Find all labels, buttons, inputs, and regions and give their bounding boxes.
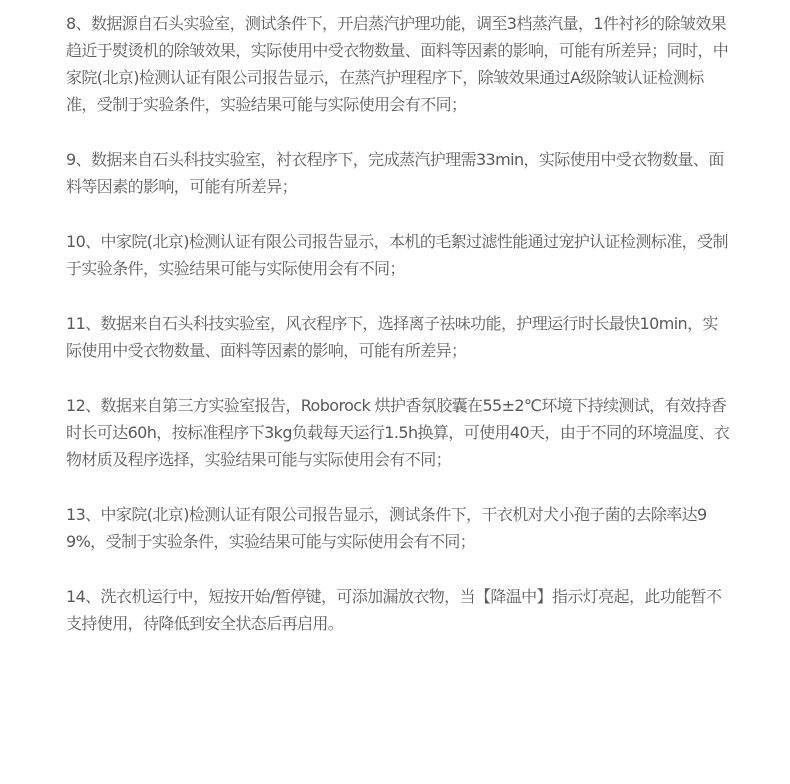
footnote-13-text: 13、中家院(北京)检测认证有限公司报告显示，测试条件下，干衣机对犬小孢子菌的去除率达99%，受制于实验条件，实验结果可能与实际使用会有不同； <box>66 505 707 551</box>
footnote-11 <box>66 310 730 364</box>
footnote-9-text: 9、数据来自石头科技实验室，衬衣程序下，完成蒸汽护理需33min，实际使用中受衣物数量、面料等因素的影响，可能有所差异； <box>66 150 724 196</box>
footnote-10 <box>66 228 730 282</box>
footnote-10-text: 10、中家院(北京)检测认证有限公司报告显示，本机的毛絮过滤性能通过宠护认证检测标准，受制于实验条件，实验结果可能与实际使用会有不同； <box>66 232 728 278</box>
footnote-14 <box>66 583 730 637</box>
footnote-14-text: 14、洗衣机运行中，短按开始/暂停键，可添加漏放衣物，当【降温中】指示灯亮起，此功能暂不支持使用，待降低到安全状态后再启用。 <box>66 587 722 633</box>
footnote-13 <box>66 501 730 555</box>
footnote-12-text: 12、数据来自第三方实验室报告，Roborock 烘护香氛胶囊在55±2℃环境下持续测试，有效持香时长可达60h，按标准程序下3kg负载每天运行1.5h换算，可使用40天，由于不同的环境温度、衣物材质及程序选择，实验结果可能与实际使用会有不同； <box>66 396 730 469</box>
footnote-list <box>66 10 730 665</box>
footnote-12 <box>66 392 730 473</box>
footnote-9 <box>66 146 730 200</box>
footnote-8 <box>66 10 730 118</box>
footnote-11-text: 11、数据来自石头科技实验室，风衣程序下，选择离子祛味功能，护理运行时长最快10min，实际使用中受衣物数量、面料等因素的影响，可能有所差异； <box>66 314 718 360</box>
footnote-8-text: 8、数据源自石头实验室，测试条件下，开启蒸汽护理功能，调至3档蒸汽量，1件衬衫的除皱效果趋近于熨烫机的除皱效果，实际使用中受衣物数量、面料等因素的影响，可能有所差异；同时，中家院(北京)检测认证有限公司报告显示，在蒸汽护理程序下，除皱效果通过A级除皱认证检测标准，受制于实验条件，实验结果可能与实际使用会有不同； <box>66 14 729 114</box>
